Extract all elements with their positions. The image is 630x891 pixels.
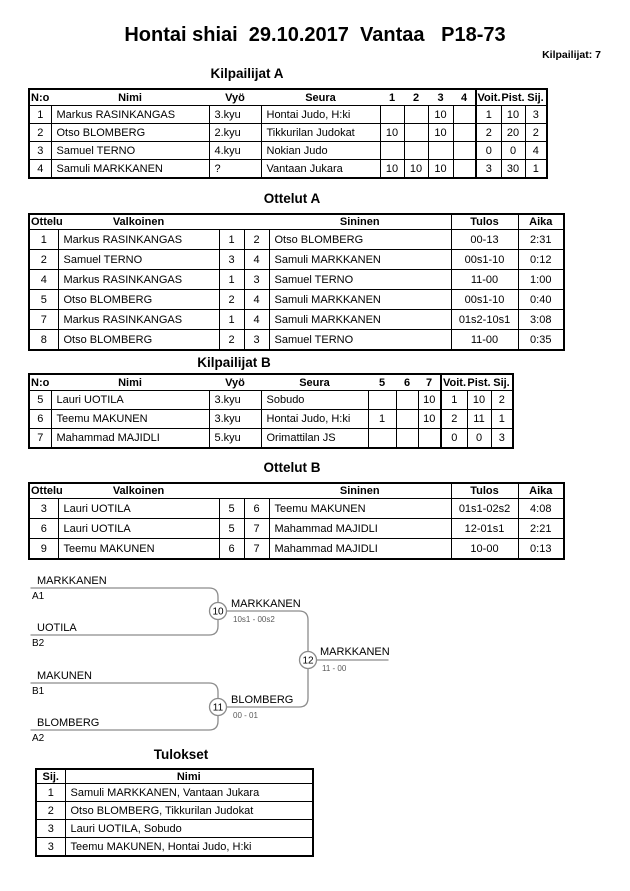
cell-name: Lauri UOTILA (51, 391, 209, 410)
cell-time: 0:35 (518, 330, 564, 351)
page-title: Hontai shiai 29.10.2017 Vantaa P18-73 (124, 24, 506, 46)
col-place: Sij. (525, 89, 547, 106)
cell-name: Lauri UOTILA, Sobudo (65, 820, 313, 838)
table-row (29, 429, 513, 449)
table-row (29, 330, 564, 351)
cell-points: 10 (501, 106, 525, 124)
cell-score-1 (380, 106, 404, 124)
cell-score-6 (396, 429, 418, 449)
cell-score-5: 1 (368, 410, 396, 429)
cell-match-no: 6 (29, 519, 58, 539)
col-no: N:o (29, 89, 51, 106)
cell-name: Teemu MAKUNEN (51, 410, 209, 429)
table-row (29, 230, 564, 250)
cell-white-no: 2 (219, 290, 244, 310)
col-match-no: Ottelu (31, 216, 63, 228)
cell-score-2 (404, 142, 428, 160)
cell-club: Orimattilan JS (261, 429, 368, 449)
cell-place: 3 (36, 838, 65, 857)
cell-white: Otso BLOMBERG (58, 290, 219, 310)
col-points: Pist. (501, 89, 525, 106)
col-belt: Vyö (209, 374, 261, 391)
cell-blue-no: 6 (244, 499, 269, 519)
col-opp-6: 6 (396, 374, 418, 391)
col-opp-1: 1 (380, 89, 404, 106)
col-blue: Sininen (269, 483, 451, 499)
cell-blue: Mahammad MAJIDLI (269, 519, 451, 539)
col-white-no (219, 214, 244, 230)
cell-match-no: 1 (29, 230, 58, 250)
cell-blue-no: 2 (244, 230, 269, 250)
cell-points: 11 (467, 410, 491, 429)
cell-score-7: 10 (418, 410, 441, 429)
cell-belt: 3.kyu (209, 410, 261, 429)
cell-wins: 2 (476, 124, 501, 142)
matches-a-header (29, 214, 564, 230)
cell-score-1 (380, 142, 404, 160)
col-club: Seura (261, 89, 380, 106)
cell-belt: 3.kyu (209, 391, 261, 410)
cell-blue: Samuel TERNO (269, 270, 451, 290)
col-points: Pist. (467, 374, 491, 391)
cell-score-2: 10 (404, 160, 428, 179)
col-opp-7: 7 (418, 374, 441, 391)
bracket-slot-a2-name: BLOMBERG (37, 717, 100, 729)
cell-score-6 (396, 391, 418, 410)
col-opp-4: 4 (453, 89, 476, 106)
match-10-number: 10 (212, 606, 224, 618)
cell-white: Teemu MAKUNEN (58, 539, 219, 560)
cell-score-4 (453, 160, 476, 179)
cell-white-no: 2 (219, 330, 244, 351)
cell-points: 30 (501, 160, 525, 179)
cell-name: Mahammad MAJIDLI (51, 429, 209, 449)
cell-time: 2:21 (518, 519, 564, 539)
cell-time: 1:00 (518, 270, 564, 290)
cell-time: 0:13 (518, 539, 564, 560)
section-heading-results: Tulokset (153, 747, 209, 762)
cell-white-no: 6 (219, 539, 244, 560)
col-place: Sij. (36, 769, 65, 784)
cell-blue: Samuel TERNO (269, 330, 451, 351)
cell-place: 1 (36, 784, 65, 802)
cell-points: 0 (501, 142, 525, 160)
cell-name: Samuli MARKKANEN (51, 160, 209, 179)
table-row (29, 539, 564, 560)
cell-blue-no: 7 (244, 539, 269, 560)
cell-match-no: 8 (29, 330, 58, 351)
cell-no: 7 (29, 429, 51, 449)
cell-white-no: 1 (219, 310, 244, 330)
pool-a-table (28, 88, 548, 179)
cell-blue-no: 7 (244, 519, 269, 539)
cell-place: 2 (491, 391, 513, 410)
table-row (29, 124, 547, 142)
table-row (29, 410, 513, 429)
match-12-score: 11 - 00 (322, 664, 347, 673)
cell-blue: Samuli MARKKANEN (269, 310, 451, 330)
cell-match-no: 3 (29, 499, 58, 519)
cell-score-3: 10 (428, 106, 453, 124)
col-place: Sij. (491, 374, 513, 391)
cell-blue: Samuli MARKKANEN (269, 290, 451, 310)
cell-blue: Teemu MAKUNEN (269, 499, 451, 519)
match-12-number: 12 (302, 655, 314, 667)
section-heading-matches-b: Ottelut B (263, 460, 321, 475)
cell-blue-no: 4 (244, 250, 269, 270)
cell-match-no: 4 (29, 270, 58, 290)
cell-white-no: 3 (219, 250, 244, 270)
cell-belt: 4.kyu (209, 142, 261, 160)
table-row (29, 310, 564, 330)
cell-belt: 3.kyu (209, 106, 261, 124)
col-white-no (219, 483, 244, 499)
bracket-slot-a1-seed: A1 (32, 591, 45, 602)
pool-a-header (29, 89, 547, 106)
table-row (36, 820, 313, 838)
cell-time: 2:31 (518, 230, 564, 250)
pool-b-table (28, 373, 514, 449)
match-10-score: 10s1 - 00s2 (233, 615, 275, 624)
match-12-winner-name: MARKKANEN (320, 646, 390, 658)
cell-score-5 (368, 391, 396, 410)
cell-result: 00s1-10 (451, 250, 518, 270)
cell-belt: ? (209, 160, 261, 179)
cell-white-no: 5 (219, 499, 244, 519)
cell-score-6 (396, 410, 418, 429)
cell-score-2 (404, 106, 428, 124)
table-row (29, 250, 564, 270)
bracket-slot-b2-name: UOTILA (37, 622, 77, 634)
cell-no: 5 (29, 391, 51, 410)
cell-score-7 (418, 429, 441, 449)
cell-score-2 (404, 124, 428, 142)
cell-score-1: 10 (380, 124, 404, 142)
col-club: Seura (261, 374, 368, 391)
bracket-slot-b1-seed: B1 (32, 686, 45, 697)
cell-wins: 3 (476, 160, 501, 179)
cell-match-no: 9 (29, 539, 58, 560)
bracket-slot-a1-name: MARKKANEN (37, 575, 107, 587)
col-name: Nimi (65, 769, 313, 784)
cell-white: Otso BLOMBERG (58, 330, 219, 351)
cell-place: 2 (525, 124, 547, 142)
col-no: N:o (29, 374, 51, 391)
table-header-row (29, 483, 564, 499)
cell-time: 0:40 (518, 290, 564, 310)
col-white: Valkoinen (58, 214, 219, 230)
table-row (29, 160, 547, 179)
cell-no: 6 (29, 410, 51, 429)
col-blue: Sininen (269, 214, 451, 230)
cell-blue-no: 3 (244, 270, 269, 290)
cell-blue-no: 4 (244, 310, 269, 330)
cell-match-no: 2 (29, 250, 58, 270)
matches-a-table (28, 213, 565, 351)
col-name: Nimi (51, 89, 209, 106)
cell-wins: 1 (476, 106, 501, 124)
cell-result: 10-00 (451, 539, 518, 560)
cell-white: Markus RASINKANGAS (58, 270, 219, 290)
table-row (29, 290, 564, 310)
cell-white: Markus RASINKANGAS (58, 310, 219, 330)
cell-score-4 (453, 106, 476, 124)
match-10-winner-name: MARKKANEN (231, 598, 301, 610)
cell-score-1: 10 (380, 160, 404, 179)
cell-place: 1 (491, 410, 513, 429)
cell-result: 01s1-02s2 (451, 499, 518, 519)
cell-result: 11-00 (451, 330, 518, 351)
col-time: Aika (518, 214, 564, 230)
cell-score-3 (428, 142, 453, 160)
cell-score-3: 10 (428, 160, 453, 179)
results-header (36, 769, 313, 784)
cell-place: 2 (36, 802, 65, 820)
cell-points: 10 (467, 391, 491, 410)
cell-result: 11-00 (451, 270, 518, 290)
cell-club: Vantaan Jukara (261, 160, 380, 179)
table-row (29, 270, 564, 290)
col-opp-5: 5 (368, 374, 396, 391)
table-row (36, 802, 313, 820)
table-row (29, 142, 547, 160)
cell-wins: 2 (441, 410, 467, 429)
col-wins: Voit. (476, 89, 501, 106)
cell-match-no: 7 (29, 310, 58, 330)
cell-score-4 (453, 124, 476, 142)
cell-time: 0:12 (518, 250, 564, 270)
cell-blue: Samuli MARKKANEN (269, 250, 451, 270)
cell-place: 3 (491, 429, 513, 449)
section-heading-pool-b: Kilpailijat B (197, 355, 271, 370)
col-opp-3: 3 (428, 89, 453, 106)
cell-place: 1 (525, 160, 547, 179)
cell-score-3: 10 (428, 124, 453, 142)
col-match-no: Ottelu (31, 485, 63, 497)
cell-no: 3 (29, 142, 51, 160)
cell-score-7: 10 (418, 391, 441, 410)
competitor-count-label: Kilpailijat: 7 (542, 49, 601, 61)
cell-belt: 2.kyu (209, 124, 261, 142)
table-row (29, 499, 564, 519)
match-11-number: 11 (212, 702, 224, 714)
cell-result: 01s2-10s1 (451, 310, 518, 330)
table-row (29, 106, 547, 124)
cell-white-no: 1 (219, 270, 244, 290)
cell-no: 2 (29, 124, 51, 142)
section-heading-matches-a: Ottelut A (263, 191, 321, 206)
cell-points: 20 (501, 124, 525, 142)
cell-result: 00s1-10 (451, 290, 518, 310)
cell-white: Lauri UOTILA (58, 499, 219, 519)
results-table (35, 768, 314, 857)
cell-club: Nokian Judo (261, 142, 380, 160)
cell-blue: Mahammad MAJIDLI (269, 539, 451, 560)
table-header-row (29, 214, 564, 230)
col-wins: Voit. (441, 374, 467, 391)
table-row (29, 391, 513, 410)
match-11-score: 00 - 01 (233, 711, 258, 720)
cell-place: 4 (525, 142, 547, 160)
cell-white: Samuel TERNO (58, 250, 219, 270)
cell-name: Samuli MARKKANEN, Vantaan Jukara (65, 784, 313, 802)
cell-match-no: 5 (29, 290, 58, 310)
table-row (29, 519, 564, 539)
bracket-slot-b2-seed: B2 (32, 638, 45, 649)
col-blue-no (244, 214, 269, 230)
cell-time: 3:08 (518, 310, 564, 330)
cell-no: 1 (29, 106, 51, 124)
cell-place: 3 (36, 820, 65, 838)
matches-b-header (29, 483, 564, 499)
cell-result: 00-13 (451, 230, 518, 250)
cell-score-5 (368, 429, 396, 449)
col-belt: Vyö (209, 89, 261, 106)
cell-club: Tikkurilan Judokat (261, 124, 380, 142)
cell-white-no: 5 (219, 519, 244, 539)
cell-place: 3 (525, 106, 547, 124)
cell-wins: 0 (441, 429, 467, 449)
cell-result: 12-01s1 (451, 519, 518, 539)
pool-b-header (29, 374, 513, 391)
table-header-row (29, 374, 513, 391)
cell-name: Markus RASINKANGAS (51, 106, 209, 124)
table-row (36, 784, 313, 802)
cell-points: 0 (467, 429, 491, 449)
cell-white: Markus RASINKANGAS (58, 230, 219, 250)
cell-wins: 0 (476, 142, 501, 160)
cell-name: Samuel TERNO (51, 142, 209, 160)
col-opp-2: 2 (404, 89, 428, 106)
col-name: Nimi (51, 374, 209, 391)
cell-club: Sobudo (261, 391, 368, 410)
bracket-slot-b1-name: MAKUNEN (37, 670, 93, 682)
section-heading-pool-a: Kilpailijat A (210, 66, 284, 81)
cell-club: Hontai Judo, H:ki (261, 410, 368, 429)
cell-wins: 1 (441, 391, 467, 410)
col-result: Tulos (451, 214, 518, 230)
cell-no: 4 (29, 160, 51, 179)
matches-b-table (28, 482, 565, 560)
cell-white-no: 1 (219, 230, 244, 250)
cell-blue-no: 3 (244, 330, 269, 351)
table-header-row (29, 89, 547, 106)
cell-blue: Otso BLOMBERG (269, 230, 451, 250)
col-white: Valkoinen (58, 483, 219, 499)
cell-belt: 5.kyu (209, 429, 261, 449)
col-result: Tulos (451, 483, 518, 499)
cell-name: Otso BLOMBERG, Tikkurilan Judokat (65, 802, 313, 820)
bracket-slot-a2-seed: A2 (32, 733, 45, 744)
cell-blue-no: 4 (244, 290, 269, 310)
cell-score-4 (453, 142, 476, 160)
cell-white: Lauri UOTILA (58, 519, 219, 539)
cell-time: 4:08 (518, 499, 564, 519)
col-blue-no (244, 483, 269, 499)
cell-club: Hontai Judo, H:ki (261, 106, 380, 124)
table-header-row (36, 769, 313, 784)
cell-name: Otso BLOMBERG (51, 124, 209, 142)
table-row (36, 838, 313, 857)
cell-name: Teemu MAKUNEN, Hontai Judo, H:ki (65, 838, 313, 857)
match-11-winner-name: BLOMBERG (231, 694, 294, 706)
col-time: Aika (518, 483, 564, 499)
